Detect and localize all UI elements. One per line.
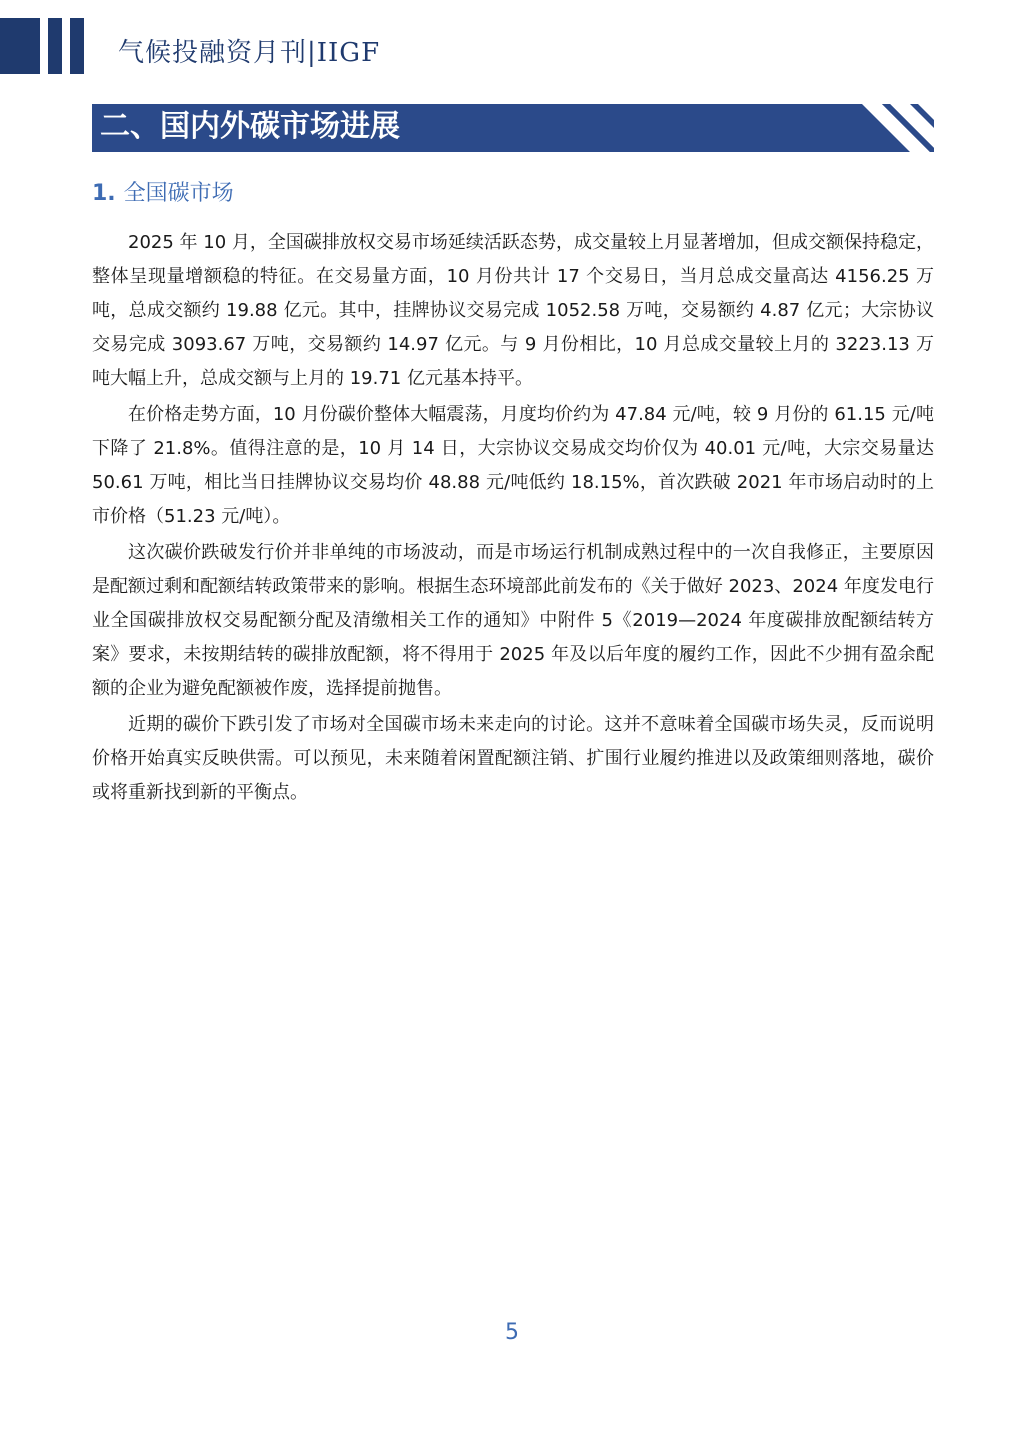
header-bar-wide	[0, 18, 40, 74]
journal-title: 气候投融资月刊|IIGF	[118, 38, 381, 68]
header-logo-bars	[0, 18, 100, 74]
header-bar-narrow	[70, 18, 84, 74]
header-bar-narrow	[48, 18, 62, 74]
subsection-number: 1.	[92, 181, 116, 206]
paragraph: 2025 年 10 月，全国碳排放权交易市场延续活跃态势，成交量较上月显著增加，但成交额保持稳定，整体呈现量增额稳的特征。在交易量方面，10 月份共计 17 个交易日，当月总成交量高达 4156.25 万吨，总成交额约 19.88 亿元。其中，挂牌协议交易完成 1052.58 万吨，交易额约 4.87 亿元；大宗协议交易完成 3093.67 万吨，交易额约 14.97 亿元。与 9 月份相比，10 月总成交量较上月的 3223.13 万吨大幅上升，总成交额与上月的 19.71 亿元基本持平。	[92, 232, 934, 389]
subsection-heading	[92, 176, 234, 207]
page-number: 5	[505, 1320, 519, 1345]
section-banner	[92, 104, 934, 152]
subsection-title: 全国碳市场	[123, 181, 234, 206]
paragraph: 这次碳价跌破发行价并非单纯的市场波动，而是市场运行机制成熟过程中的一次自我修正，主要原因是配额过剩和配额结转政策带来的影响。根据生态环境部此前发布的《关于做好 2023、2024 年度发电行业全国碳排放权交易配额分配及清缴相关工作的通知》中附件 5《2019—2024 年度碳排放配额结转方案》要求，未按期结转的碳排放配额，将不得用于 2025 年及以后年度的履约工作，因此不少拥有盈余配额的企业为避免配额被作废，选择提前抛售。	[92, 542, 934, 699]
paragraph: 近期的碳价下跌引发了市场对全国碳市场未来走向的讨论。这并不意味着全国碳市场失灵，反而说明价格开始真实反映供需。可以预见，未来随着闲置配额注销、扩围行业履约推进以及政策细则落地，碳价或将重新找到新的平衡点。	[92, 714, 934, 803]
paragraph: 在价格走势方面，10 月份碳价整体大幅震荡，月度均价约为 47.84 元/吨，较 9 月份的 61.15 元/吨下降了 21.8%。值得注意的是，10 月 14 日，大宗协议交易成交均价仅为 40.01 元/吨，大宗交易量达 50.61 万吨，相比当日挂牌协议交易均价 48.88 元/吨低约 18.15%，首次跌破 2021 年市场启动时的上市价格（51.23 元/吨）。	[92, 404, 934, 527]
section-title: 二、国内外碳市场进展	[100, 109, 400, 144]
article-body	[92, 226, 934, 812]
